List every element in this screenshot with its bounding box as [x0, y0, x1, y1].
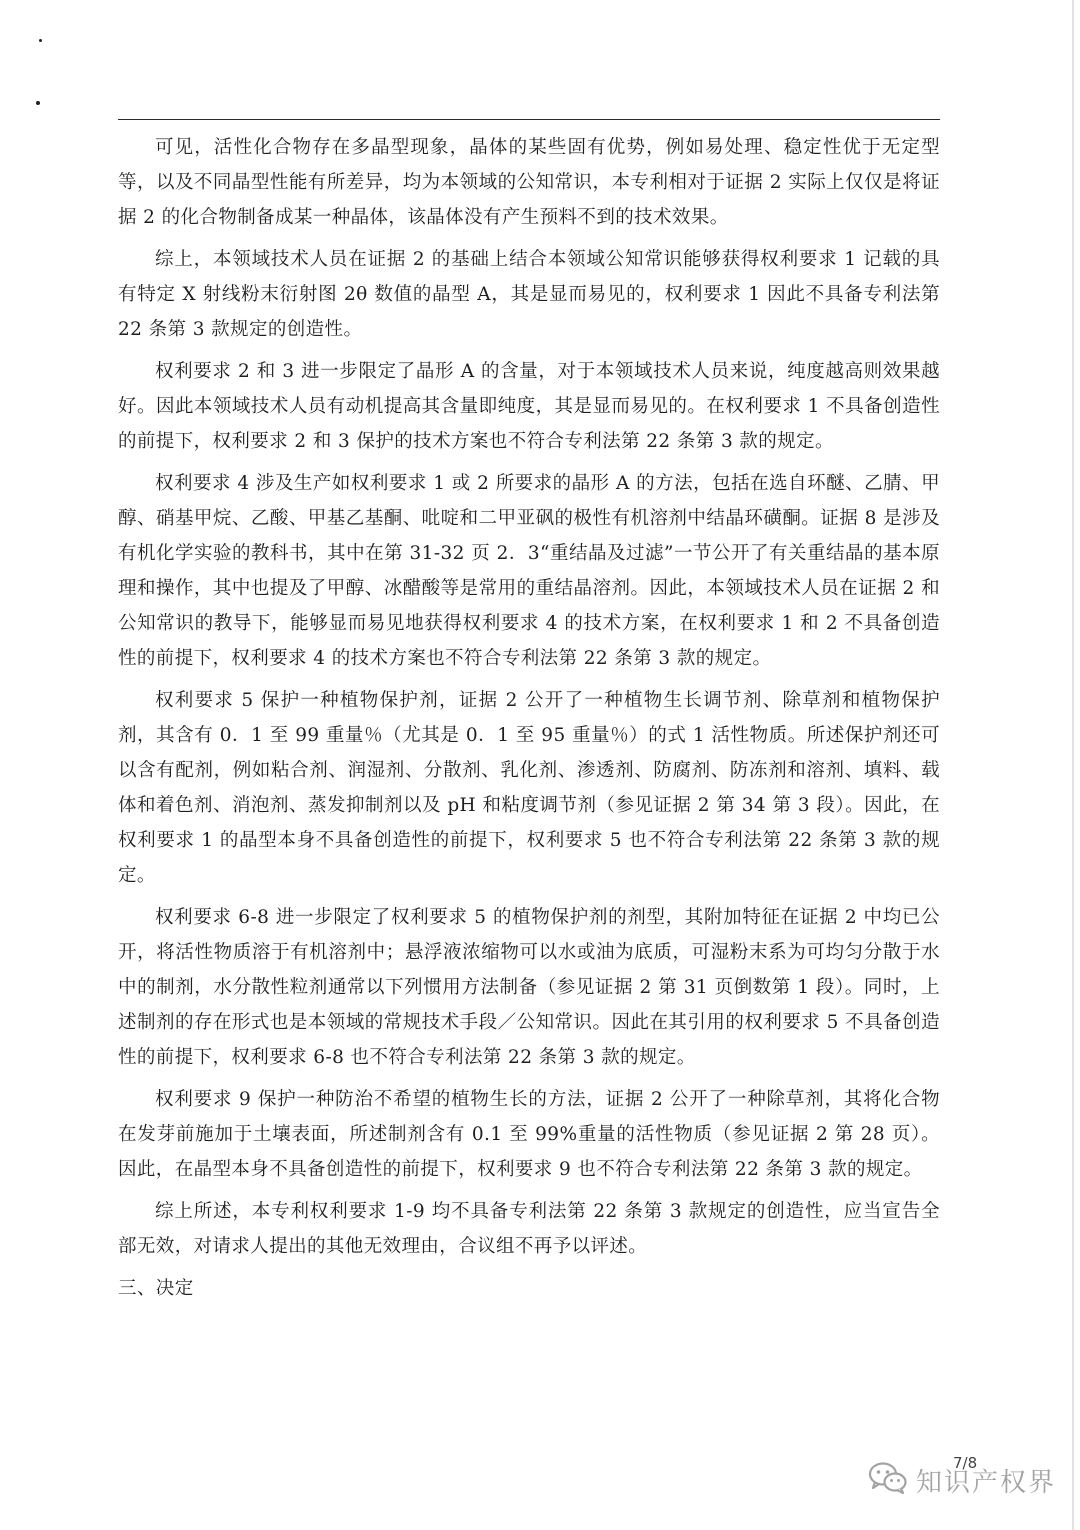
scan-speck — [36, 101, 40, 105]
paragraph: 权利要求 2 和 3 进一步限定了晶形 A 的含量，对于本领域技术人员来说，纯度越高则效果越好。因此本领域技术人员有动机提高其含量即纯度，其是显而易见的。在权利要求 1 不具备创造性的前提下，权利要求 2 和 3 保护的技术方案也不符合专利法第 22 条第 3 款的规定。 — [118, 361, 940, 452]
paragraph: 权利要求 6-8 进一步限定了权利要求 5 的植物保护剂的剂型，其附加特征在证据 2 中均已公开，将活性物质溶于有机溶剂中；悬浮液浓缩物可以水或油为底质，可湿粉末系为可均匀分散于水中的制剂，水分散性粒剂通常以下列惯用方法制备（参见证据 2 第 31 页倒数第 1 段）。同时，上述制剂的存在形式也是本领域的常规技术手段／公知常识。因此在其引用的权利要求 5 不具备创造性的前提下，权利要求 6-8 也不符合专利法第 22 条第 3 款的规定。 — [118, 907, 940, 1068]
page-number: 7/8 — [953, 1454, 978, 1472]
paragraph: 综上，本领域技术人员在证据 2 的基础上结合本领域公知常识能够获得权利要求 1 记载的具有特定 X 射线粉末衍射图 2θ 数值的晶型 A，其是显而易见的，权利要求 1 因此不具备专利法第 22 条第 3 款规定的创造性。 — [118, 249, 940, 340]
paragraph: 权利要求 9 保护一种防治不希望的植物生长的方法，证据 2 公开了一种除草剂，其将化合物在发芽前施加于土壤表面，所述制剂含有 0.1 至 99%重量的活性物质（参见证据 2 第 28 页）。因此，在晶型本身不具备创造性的前提下，权利要求 9 也不符合专利法第 22 条第 3 款的规定。 — [118, 1089, 940, 1180]
watermark — [868, 1459, 1056, 1501]
page-edge-shadow — [1072, 0, 1074, 1530]
paragraph: 综上所述，本专利权利要求 1-9 均不具备专利法第 22 条第 3 款规定的创造性，应当宣告全部无效，对请求人提出的其他无效理由，合议组不再予以评述。 — [118, 1201, 940, 1257]
paragraph: 权利要求 5 保护一种植物保护剂，证据 2 公开了一种植物生长调节剂、除草剂和植物保护剂，其含有 0．1 至 99 重量％（尤其是 0．1 至 95 重量％）的式 1 活性物质。所述保护剂还可以含有配剂，例如粘合剂、润湿剂、分散剂、乳化剂、渗透剂、防腐剂、防冻剂和溶剂、填料、载体和着色剂、消泡剂、蒸发抑制剂以及 pH 和粘度调节剂（参见证据 2 第 34 第 3 段）。因此，在权利要求 1 的晶型本身不具备创造性的前提下，权利要求 5 也不符合专利法第 22 条第 3 款的规定。 — [118, 690, 940, 886]
watermark-text: 知识产权界 — [916, 1467, 1057, 1498]
paragraph: 权利要求 4 涉及生产如权利要求 1 或 2 所要求的晶形 A 的方法，包括在选自环醚、乙腈、甲醇、硝基甲烷、乙酸、甲基乙基酮、吡啶和二甲亚砜的极性有机溶剂中结晶环磺酮。证据 8 是涉及有机化学实验的教科书，其中在第 31-32 页 2．3“重结晶及过滤”一节公开了有关重结晶的基本原理和操作，其中也提及了甲醇、冰醋酸等是常用的重结晶溶剂。因此，本领域技术人员在证据 2 和公知常识的教导下，能够显而易见地获得权利要求 4 的技术方案，在权利要求 1 和 2 不具备创造性的前提下，权利要求 4 的技术方案也不符合专利法第 22 条第 3 款的规定。 — [118, 473, 940, 669]
header-rule — [118, 119, 940, 120]
wechat-chat-bubbles-icon — [868, 1461, 908, 1499]
paragraph: 可见，活性化合物存在多晶型现象，晶体的某些固有优势，例如易处理、稳定性优于无定型等，以及不同晶型性能有所差异，均为本领域的公知常识，本专利相对于证据 2 实际上仅仅是将证据 2 的化合物制备成某一种晶体，该晶体没有产生预料不到的技术效果。 — [118, 137, 940, 228]
scan-speck — [39, 39, 42, 42]
document-body — [118, 130, 940, 1306]
section-heading: 三、决定 — [118, 1278, 194, 1299]
